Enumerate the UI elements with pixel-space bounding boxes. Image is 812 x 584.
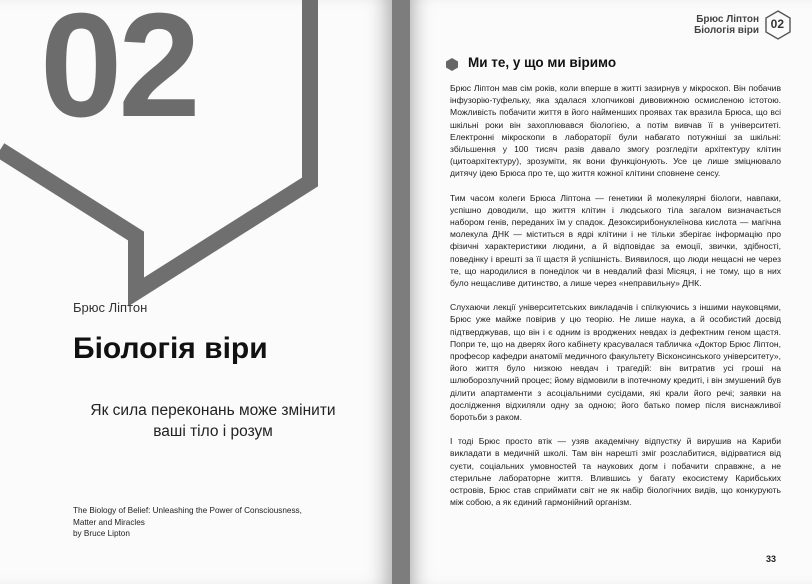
running-head-author: Брюс Ліптон (696, 14, 759, 25)
book-title: Біологія віри (73, 332, 268, 365)
page-number: 33 (765, 554, 776, 564)
book-author: Брюс Ліптон (73, 300, 148, 315)
section-title: Ми те, у що ми віримо (468, 55, 617, 70)
original-author: by Bruce Lipton (73, 529, 130, 538)
chapter-number: 02 (40, 0, 197, 148)
left-page (0, 0, 392, 584)
book-subtitle: Як сила переконань може змінити ваші тіло і розум (90, 402, 336, 440)
paragraph: Тим часом колеги Брюса Ліптона — генетики й молекулярні біологи, навпаки, успішно доводили, що життя клітин і людського тіла загалом визначається набором генів, переданих їм у спадок. Дезоксирибонуклеїнова кислота — магічна молекула ДНК — міститься в ядрі клітини і не тільки зберігає інформацію про фізичні характеристики людини, а й відповідає за емоції, звички, здібності, поведінку і врешті за її щастя й успішність. Виявилося, що люди нещасні не через те, що народилися в понеділок чи в невдалий фазі Місяця, і не тому, що в них було нещасливе дитинство, а лише через «неправильну» ДНК. (450, 192, 781, 289)
body-text (450, 82, 781, 521)
hexagon-bullet-icon (446, 58, 458, 71)
running-head (694, 14, 759, 36)
paragraph: Брюс Ліптон мав сім років, коли вперше в житті зазирнув у мікроскоп. Він побачив інфузорію-туфельку, яка здалася хлопчикові дивовижною осмисленою істотою. Можливість побачити життя в його найменших проявах так вразила Брюса, що всі шкільні роки він захоплювався біологією, а потім вивчав її в університеті. Електронні мікроскопи в лабораторії були набагато потужніші за шкільні: збільшення у 100 тисяч разів давало змогу розгледіти архітектуру клітин (цитоархітектуру), зрозуміти, як вони функціонують. Усе це лише зміцнювало дитячу ідею Брюса про те, що життя кожної клітини сповнене сенсу. (450, 83, 781, 179)
right-page (410, 0, 812, 584)
original-title-line: The Biology of Belief: Unleashing the Power of Consciousness, (73, 506, 302, 515)
running-head-number: 02 (770, 17, 784, 31)
running-head-title: Біологія віри (694, 25, 759, 36)
paragraph: І тоді Брюс просто втік — узяв академічну відпустку й вирушив на Кариби викладати в медичній школі. Там він нарешті зміг розслабитися, відірватися від суєти, соціальних умовностей та наукових догм і побачити справжнє, а не стерильне лабораторне життя. Влившись у багату екосистему Карибських островів, Брюс став сприймати світ не як набір біологічних видів, що конкурують між собою, а як єдиний гармонійний організм. (450, 436, 781, 508)
paragraph: Слухаючи лекції університетських викладачів і спілкуючись з іншими науковцями, Брюс уже майже повірив у цю теорію. Не лише наука, а й особистий досвід підтверджував, що він і є одним із вроджених невдах із дефектним геном щастя. Попри те, що на дверях його кабінету красувалася табличка «Доктор Брюс Ліптон, професор кафедри анатомії медичного факультету Вісконсинського університету», його життя було низкою невдач і трагедій: він витратив усі гроші на шлюборозлучний процес; йому відмовили в іпотечному кредиті, і він змушений був ділити апартаменти з асоціальними сусідами, які крали його речі; заявки на дослідження відхиляли одну за одною; його батько помер після виснажливої боротьби з раком. (450, 302, 781, 423)
original-title-line: Matter and Miracles (73, 517, 145, 527)
original-title-block (73, 505, 353, 540)
